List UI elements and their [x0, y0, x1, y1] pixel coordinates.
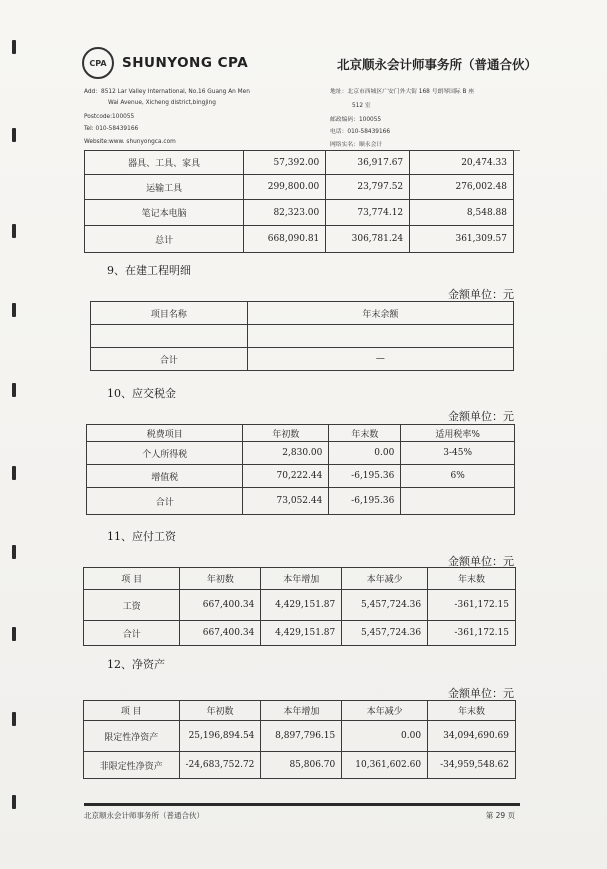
table-row [87, 442, 515, 465]
binder-hole [12, 128, 16, 142]
address-en-line2: Wai Avenue, Xicheng district,bingjing [108, 100, 216, 106]
table-header-cell: 本年减少 [342, 701, 428, 721]
table-cell: -6,195.36 [329, 465, 401, 488]
table-cell: 361,309.57 [410, 226, 514, 253]
amount-unit: 金额单位：元 [448, 288, 514, 301]
fixed-assets-table [84, 150, 514, 253]
table-row [91, 325, 514, 348]
address-cn-line1: 地址：北京市西城区广安门外大街 168 号朗琴国际 B 座 [330, 89, 475, 95]
table-cell: 299,800.00 [244, 175, 326, 200]
table-cell: -34,959,548.62 [428, 752, 516, 779]
address-en-line1: Add：8512 Lar Valley International, No.16 Guang An Men [84, 89, 250, 95]
section-title: 12、净资产 [107, 658, 165, 671]
table-cell: 82,323.00 [244, 200, 326, 226]
table-cell: 5,457,724.36 [342, 621, 428, 646]
address-cn-line2: 512 室 [352, 103, 371, 109]
table-cell: -6,195.36 [329, 488, 401, 515]
table-cell: 合计 [87, 488, 243, 515]
table-header-cell: 年初数 [180, 568, 261, 590]
table-row [85, 200, 514, 226]
amount-unit: 金额单位：元 [448, 555, 514, 568]
table-row [85, 226, 514, 253]
cpa-logo-icon: CPA [82, 47, 114, 79]
table-header-row [84, 701, 516, 721]
table-header-cell: 年末数 [428, 701, 516, 721]
table-cell: 非限定性净资产 [84, 752, 180, 779]
brand-name: SHUNYONG CPA [122, 55, 249, 71]
taxes-payable-table [86, 424, 515, 515]
table-cell: 限定性净资产 [84, 721, 180, 752]
amount-unit: 金额单位：元 [448, 410, 514, 423]
table-header-cell: 年末数 [329, 425, 401, 442]
table-cell: 10,361,602.60 [342, 752, 428, 779]
website-en: Website:www. shunyongca.com [84, 139, 176, 145]
table-cell [91, 325, 248, 348]
table-header-cell: 项目名称 [91, 302, 248, 325]
section-title: 10、应交税金 [107, 387, 176, 400]
table-header-cell: 税费项目 [87, 425, 243, 442]
table-cell: 4,429,151.87 [261, 621, 342, 646]
table-cell: 笔记本电脑 [85, 200, 244, 226]
table-cell: -24,683,752.72 [179, 752, 261, 779]
section-title: 11、应付工资 [107, 530, 176, 543]
table-cell: 0.00 [329, 442, 401, 465]
table-header-cell: 年末余额 [247, 302, 513, 325]
footer-firm-name: 北京顺永会计师事务所（普通合伙） [84, 811, 204, 820]
table-header-cell: 本年增加 [261, 568, 342, 590]
table-cell: 4,429,151.87 [261, 590, 342, 621]
table-cell [401, 488, 515, 515]
section-title: 9、在建工程明细 [107, 264, 191, 277]
table-cell: 667,400.34 [180, 621, 261, 646]
table-row [85, 175, 514, 200]
binder-hole [12, 545, 16, 559]
table-cell: — [247, 348, 513, 371]
page-number: 第 29 页 [485, 811, 515, 820]
table-header-cell: 年初数 [243, 425, 329, 442]
table-cell: 器具、工具、家具 [85, 151, 244, 175]
table-row [91, 348, 514, 371]
construction-in-progress-table [90, 301, 514, 371]
tel-cn: 电话：010-58439166 [330, 129, 391, 135]
table-cell: 工资 [84, 590, 180, 621]
amount-unit: 金额单位：元 [448, 687, 514, 700]
table-cell: 667,400.34 [180, 590, 261, 621]
net-assets-table [83, 700, 516, 779]
binder-hole [12, 795, 16, 809]
table-row [87, 465, 515, 488]
binder-hole [12, 383, 16, 397]
table-header-cell: 年末数 [428, 568, 516, 590]
footer-divider [84, 803, 520, 806]
table-header-cell: 项 目 [84, 701, 180, 721]
table-row [84, 721, 516, 752]
table-cell: 20,474.33 [410, 151, 514, 175]
table-cell: 70,222.44 [243, 465, 329, 488]
table-header-row [84, 568, 516, 590]
table-header-row [91, 302, 514, 325]
table-header-cell: 本年增加 [261, 701, 342, 721]
table-cell: 36,917.67 [326, 151, 410, 175]
table-cell: 85,806.70 [261, 752, 342, 779]
table-cell: 增值税 [87, 465, 243, 488]
table-cell: 73,052.44 [243, 488, 329, 515]
table-cell: 8,897,796.15 [261, 721, 342, 752]
binder-hole [12, 224, 16, 238]
table-cell: 23,797.52 [326, 175, 410, 200]
table-cell: 个人所得税 [87, 442, 243, 465]
table-cell: 276,002.48 [410, 175, 514, 200]
binder-hole [12, 627, 16, 641]
table-cell: 25,196,894.54 [179, 721, 261, 752]
table-row [87, 488, 515, 515]
table-cell: 5,457,724.36 [342, 590, 428, 621]
salaries-payable-table [83, 567, 516, 646]
table-row [85, 151, 514, 175]
table-cell: 0.00 [342, 721, 428, 752]
binder-hole [12, 303, 16, 317]
table-cell: -361,172.15 [428, 590, 516, 621]
table-cell: 73,774.12 [326, 200, 410, 226]
postcode-cn: 邮政编码：100055 [330, 117, 382, 123]
tel-en: Tel: 010-58439166 [84, 126, 139, 132]
table-cell: 合计 [91, 348, 248, 371]
table-cell: 306,781.24 [326, 226, 410, 253]
table-cell: 合计 [84, 621, 180, 646]
table-cell: 8,548.88 [410, 200, 514, 226]
postcode-en: Postcode:100055 [84, 114, 135, 120]
table-cell: 6% [401, 465, 515, 488]
table-cell: 57,392.00 [244, 151, 326, 175]
table-cell: 3-45% [401, 442, 515, 465]
table-cell: 34,094,690.69 [428, 721, 516, 752]
table-header-cell: 项 目 [84, 568, 180, 590]
table-header-cell: 年初数 [179, 701, 261, 721]
table-cell [247, 325, 513, 348]
web-name-cn: 网络实名：顺永会计 [330, 142, 383, 148]
table-row [84, 752, 516, 779]
table-header-cell: 适用税率% [401, 425, 515, 442]
table-cell: 总计 [85, 226, 244, 253]
table-header-row [87, 425, 515, 442]
firm-name-cn: 北京顺永会计师事务所（普通合伙） [337, 57, 538, 72]
table-cell: 2,830.00 [243, 442, 329, 465]
binder-hole [12, 40, 16, 54]
table-row [84, 590, 516, 621]
binder-hole [12, 712, 16, 726]
table-header-cell: 本年减少 [342, 568, 428, 590]
binder-hole [12, 466, 16, 480]
table-cell: 运输工具 [85, 175, 244, 200]
table-row [84, 621, 516, 646]
table-cell: 668,090.81 [244, 226, 326, 253]
table-cell: -361,172.15 [428, 621, 516, 646]
